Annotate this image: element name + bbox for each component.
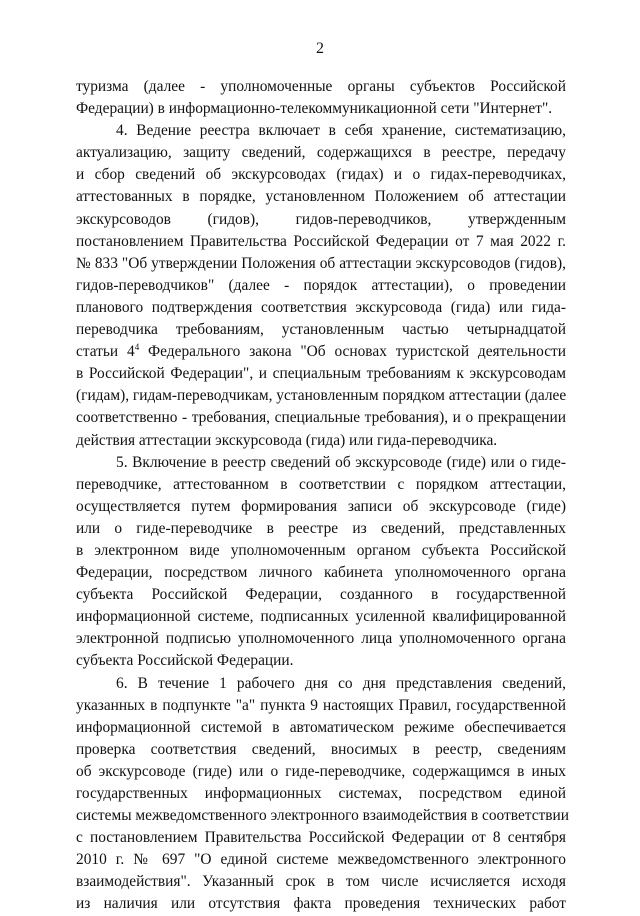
text-line-with-superscript: [76, 341, 566, 363]
text-line: в электронном виде уполномоченным органом субъекта Российской: [76, 541, 566, 559]
text-line: и сбор сведений об экскурсоводах (гидах) и о гидах-переводчиках,: [76, 166, 566, 184]
text-line: государственных информационных системах, посредством единой: [76, 785, 566, 802]
text-line: электронной подписью уполномоченного лица уполномоченного органа: [76, 630, 566, 648]
text-line: проверка соответствия сведений, вносимых в реестр, сведениям: [76, 740, 566, 758]
text-line: гидов-переводчиков" (далее - порядок аттестации), о проведении: [76, 276, 566, 294]
text-line: информационной системе, подписанных усиленной квалифицированной: [76, 608, 566, 626]
text-fragment: Федерального закона "Об основах туристской деятельности: [139, 343, 566, 361]
text-line: переводчика требованиям, установленным частью четырнадцатой: [76, 321, 566, 339]
text-line: Федерации, посредством личного кабинета уполномоченного органа: [76, 564, 566, 582]
text-line: актуализацию, защиту сведений, содержащихся в реестре, передачу: [76, 144, 566, 162]
text-line: постановлением Правительства Российской Федерации от 7 мая 2022 г.: [76, 232, 566, 250]
text-line: системы межведомственного электронного взаимодействия в соответствии: [76, 807, 569, 825]
text-line: субъекта Российской Федерации, созданного в государственной: [76, 586, 566, 604]
text-line: осуществляется путем формирования записи об экскурсоводе (гиде): [76, 497, 566, 515]
text-line: Федерации) в информационно-телекоммуникационной сети "Интернет".: [76, 100, 553, 118]
text-line: об экскурсоводе (гиде) или о гиде-переводчике, содержащимся в иных: [76, 762, 566, 780]
page-number: 2: [316, 40, 324, 57]
article-superscript: 4: [134, 342, 140, 353]
text-line: информационной системой в автоматическом режиме обеспечивается: [76, 718, 566, 736]
text-line: субъекта Российской Федерации.: [76, 652, 294, 670]
text-line: или о гиде-переводчике в реестре из сведений, представленных: [76, 519, 566, 537]
text-line: указанных в подпункте "а" пункта 9 настоящих Правил, государственной: [76, 696, 566, 714]
text-line: № 833 "Об утверждении Положения об аттестации экскурсоводов (гидов),: [76, 254, 566, 272]
text-line: аттестованных в порядке, установленном Положением об аттестации: [76, 188, 566, 206]
text-line: из наличия или отсутствия факта проведения технических работ: [76, 895, 566, 913]
text-line: экскурсоводов (гидов), гидов-переводчиков, утвержденным: [76, 210, 566, 228]
paragraph-4-start: 4. Ведение реестра включает в себя хранение, систематизацию,: [116, 122, 566, 140]
text-line: переводчике, аттестованном в соответствии с порядком аттестации,: [76, 475, 566, 493]
paragraph-6-start: 6. В течение 1 рабочего дня со дня представления сведений,: [116, 674, 566, 692]
document-body: [76, 76, 569, 916]
text-line: туризма (далее - уполномоченные органы субъектов Российской: [76, 78, 566, 95]
text-line: взаимодействия". Указанный срок в том числе исчисляется исходя: [76, 873, 566, 891]
text-line: 2010 г. № 697 "О единой системе межведомственного электронного: [76, 851, 566, 869]
text-line: с постановлением Правительства Российской Федерации от 8 сентября: [76, 829, 566, 847]
text-line: соответственно - требования, специальные требования), и о прекращении: [76, 409, 566, 427]
text-line: (гидам), гидам-переводчикам, установленным порядком аттестации (далее: [76, 387, 567, 405]
text-line: действия аттестации экскурсовода (гида) или гида-переводчика.: [76, 431, 498, 449]
text-line: в Российской Федерации", и специальным требованиям к экскурсоводам: [76, 365, 566, 383]
text-line: планового подтверждения соответствия экскурсовода (гида) или гида-: [76, 298, 566, 316]
text-fragment: статьи 4: [76, 343, 135, 361]
paragraph-5-start: 5. Включение в реестр сведений об экскурсоводе (гиде) или о гиде-: [116, 453, 566, 471]
